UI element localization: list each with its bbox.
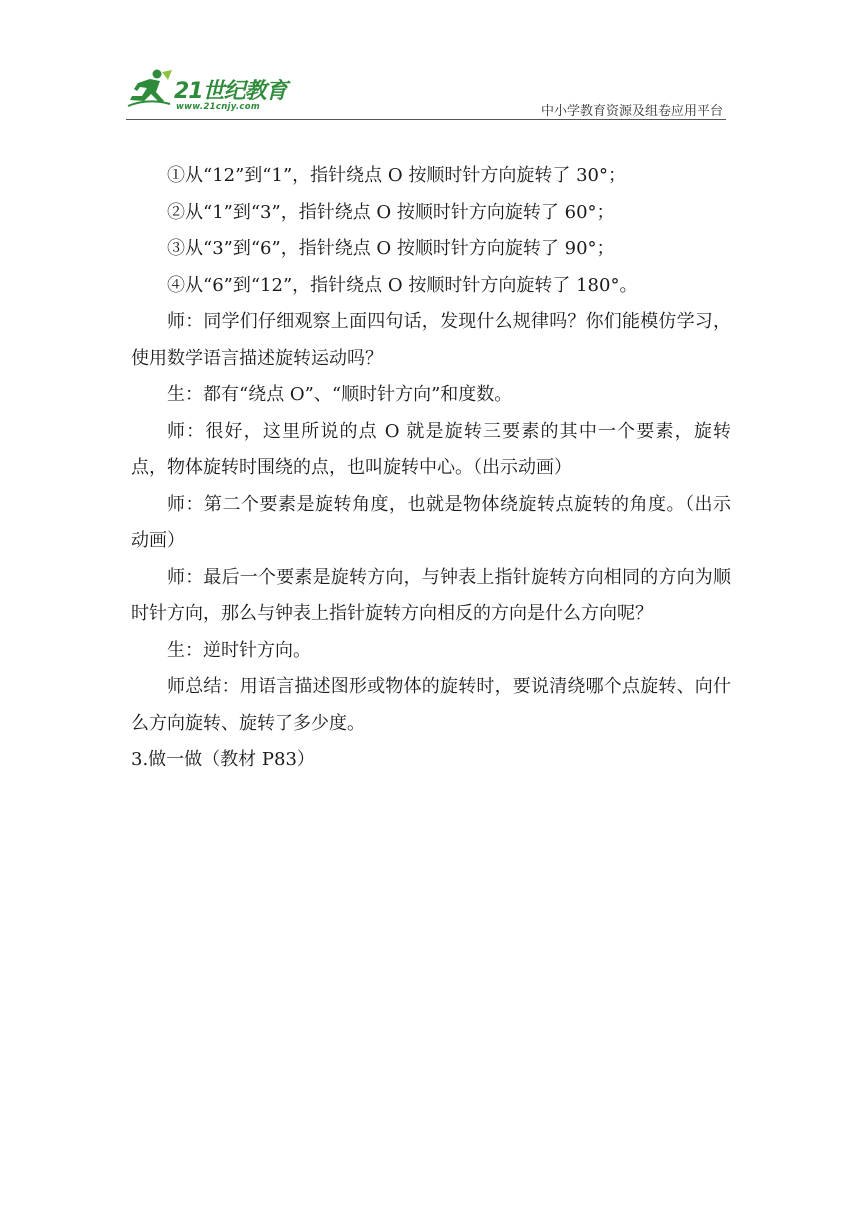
paragraph: 师总结：用语言描述图形或物体的旋转时，要说清绕哪个点旋转、向什么方向旋转、旋转了多少度。: [131, 676, 731, 734]
paragraph: ③从“3”到“6”，指针绕点 O 按顺时针方向旋转了 90°；: [167, 238, 615, 259]
paragraph: 生：都有“绕点 O”、“顺时针方向”和度数。: [167, 384, 513, 405]
paragraph: ①从“12”到“1”，指针绕点 O 按顺时针方向旋转了 30°；: [167, 165, 626, 186]
paragraph: 生：逆时针方向。: [167, 639, 311, 661]
logo-title: 21世纪教育: [174, 79, 287, 104]
header-divider: [126, 119, 726, 120]
paragraph: ②从“1”到“3”，指针绕点 O 按顺时针方向旋转了 60°；: [167, 201, 615, 223]
paragraph: ④从“6”到“12”，指针绕点 O 按顺时针方向旋转了 180°。: [167, 274, 638, 296]
page-header: [0, 0, 860, 125]
runner-logo-icon: [126, 68, 174, 110]
paragraph: 师：第二个要素是旋转角度，也就是物体绕旋转点旋转的角度。（出示动画）: [131, 493, 731, 551]
document-body: [131, 158, 731, 779]
logo: [126, 68, 296, 120]
paragraph: 师：很好，这里所说的点 O 就是旋转三要素的其中一个要素，旋转点，物体旋转时围绕的点，也叫旋转中心。（出示动画）: [131, 420, 731, 478]
paragraph: 师：最后一个要素是旋转方向，与钟表上指针旋转方向相同的方向为顺时针方向，那么与钟表上指针旋转方向相反的方向是什么方向呢？: [131, 566, 731, 624]
paragraph: 师：同学们仔细观察上面四句话，发现什么规律吗？你们能模仿学习，使用数学语言描述旋转运动吗？: [131, 311, 731, 369]
section-heading: 3.做一做（教材 P83）: [131, 749, 315, 770]
platform-name: 中小学教育资源及组卷应用平台: [540, 104, 723, 119]
logo-url: www.21cnjy.com: [176, 102, 260, 112]
